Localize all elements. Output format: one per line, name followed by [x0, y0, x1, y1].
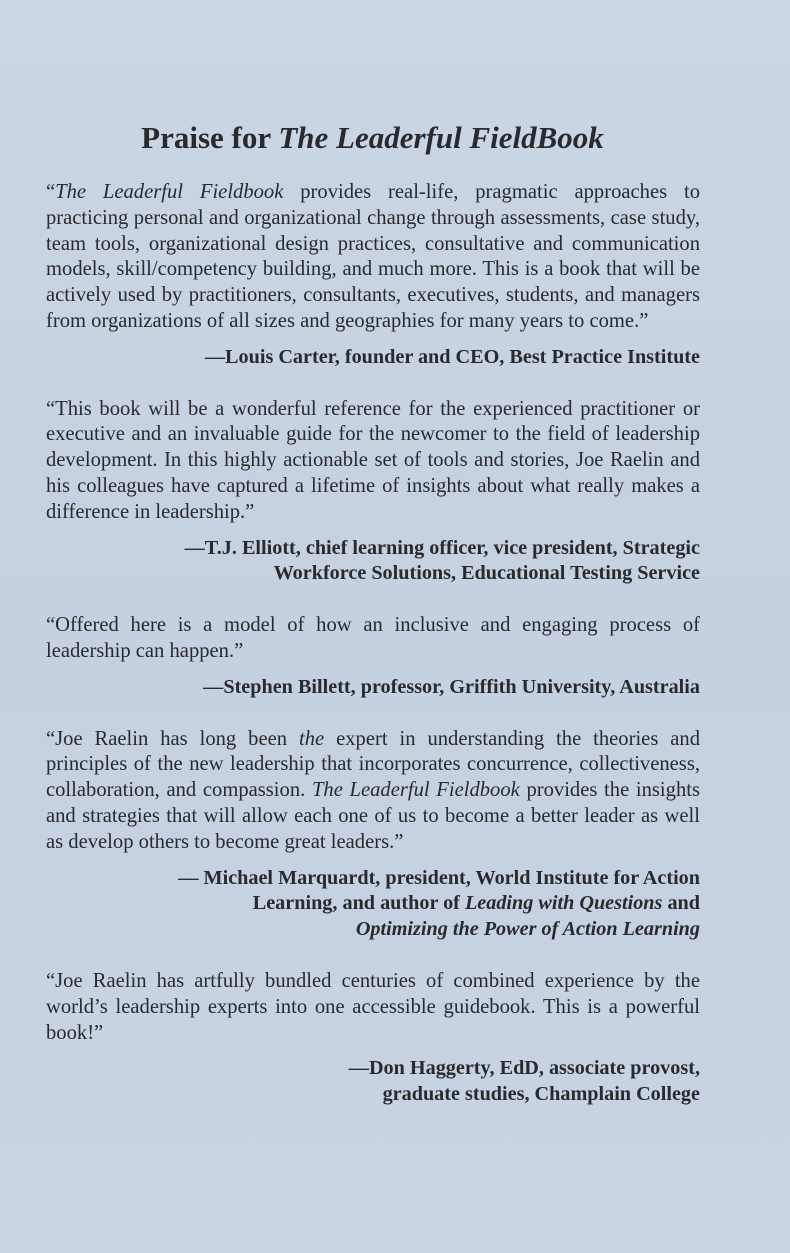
- attribution-3: [46, 675, 700, 701]
- attribution-2-line-2: Workforce Solutions, Educational Testing Service: [273, 562, 700, 585]
- attribution-3-text: —Stephen Billett, professor, Griffith University, Australia: [203, 675, 700, 698]
- quote-3: [46, 613, 700, 665]
- quote-2-text: “This book will be a wonderful reference for the experienced practitioner or executive and an invaluable guide for the newcomer to the field of leadership development. In this highly actionable set of tools and stories, Joe Raelin and his colleagues have captured a lifetime of insights about what really makes a difference in leadership.”: [46, 397, 700, 523]
- quote-5: [46, 969, 700, 1046]
- attribution-2: [46, 536, 700, 588]
- quote-4-part-2: expert in understanding the theories and principles of the new leadership that incorporates concurrence, collectiveness, collaboration, and compassion.: [46, 727, 701, 802]
- attribution-4-line-1: — Michael Marquardt, president, World Institute for Action: [178, 866, 700, 889]
- quote-1: [46, 180, 700, 335]
- attribution-5: [46, 1056, 700, 1108]
- attribution-1-text: —Louis Carter, founder and CEO, Best Practice Institute: [204, 345, 700, 368]
- page-title: [0, 120, 745, 156]
- attribution-4-line-2: [46, 891, 700, 917]
- attribution-4: [46, 866, 700, 943]
- quote-1-text: provides real-life, pragmatic approaches to practicing personal and organizational change through assessments, case study, team tools, organizational design practices, consultative and communication models, skill/competency building, and much more. This is a book that will be actively used by practitioners, consultants, executives, students, and managers from organizations of all sizes and geographies for many years to come.”: [46, 181, 700, 332]
- attribution-5-line-1: —Don Haggerty, EdD, associate provost,: [348, 1057, 700, 1080]
- attribution-2-line-1: —T.J. Elliott, chief learning officer, vice president, Strategic: [184, 536, 700, 559]
- quote-5-text: “Joe Raelin has artfully bundled centuries of combined experience by the world’s leadership experts into one accessible guidebook. This is a powerful book!”: [46, 969, 700, 1044]
- quote-2: [46, 397, 700, 526]
- quote-4-book-title: The Leaderful Fieldbook: [311, 779, 520, 802]
- quote-3-text: “Offered here is a model of how an inclusive and engaging process of leadership can happen.”: [46, 614, 700, 662]
- quote-4-part-1: “Joe Raelin has long been: [46, 727, 299, 750]
- attribution-4-line-3: [46, 917, 700, 943]
- attribution-4-line-2-post: and: [662, 892, 700, 915]
- attribution-1: [46, 345, 700, 371]
- attribution-4-line-2-pre: Learning, and author of: [252, 892, 465, 915]
- quote-1-book-title: The Leaderful Fieldbook: [55, 181, 284, 203]
- book-title: The Leaderful FieldBook: [278, 120, 604, 155]
- quote-1-open: “: [46, 181, 56, 203]
- praise-list: [46, 180, 700, 1108]
- quote-4-italic-1: the: [298, 727, 325, 750]
- attribution-4-book-2: Optimizing the Power of Action Learning: [355, 918, 700, 941]
- quote-4-part-3: provides the insights and strategies that will allow each one of us to become a better leader as well as develop others to become great leaders.”: [46, 779, 700, 853]
- attribution-5-line-2: graduate studies, Champlain College: [382, 1083, 700, 1106]
- quote-4: [46, 727, 700, 856]
- title-prefix: Praise for: [141, 120, 279, 155]
- attribution-4-book-1: Leading with Questions: [464, 892, 663, 915]
